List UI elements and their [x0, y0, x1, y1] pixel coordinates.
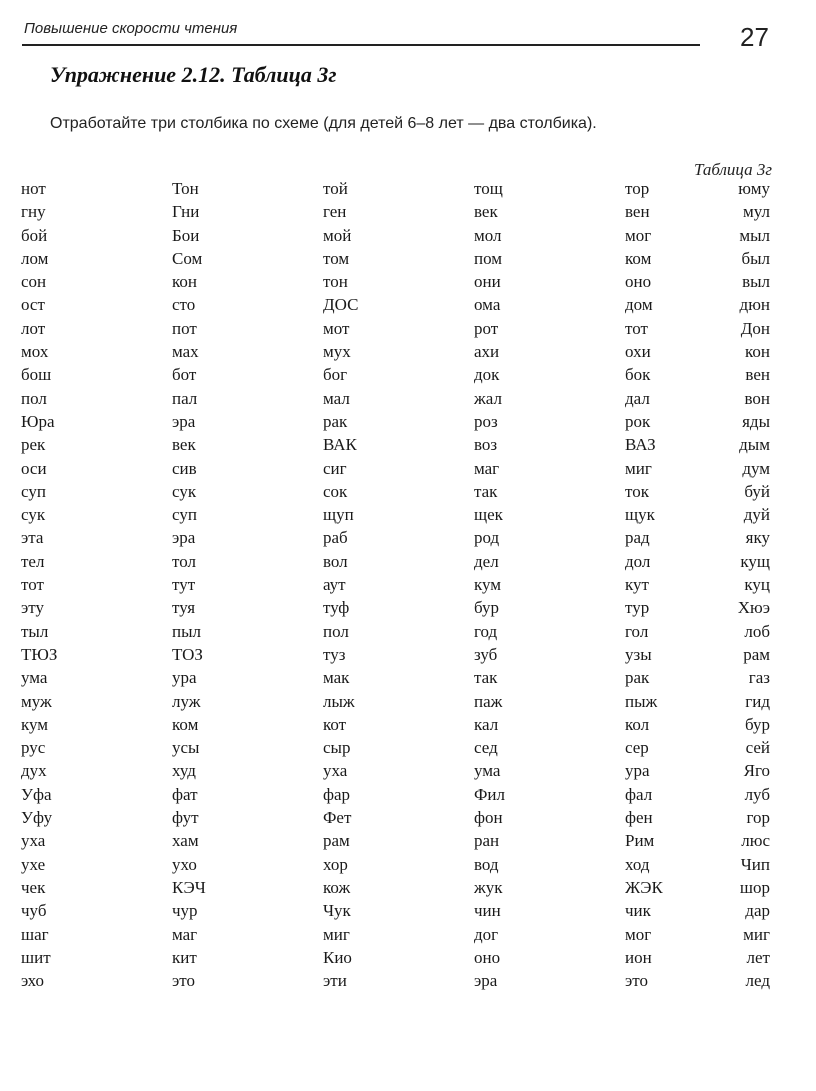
word-cell: кит: [172, 947, 197, 967]
word-cell: рот: [474, 318, 499, 338]
word-cell: док: [474, 365, 500, 385]
word-cell: Юра: [21, 411, 55, 431]
table-row: [0, 318, 816, 341]
word-cell: узы: [625, 644, 652, 664]
word-cell: ВАЗ: [625, 435, 656, 455]
page-number: 27: [740, 22, 769, 52]
word-cell: мал: [323, 388, 350, 408]
table-row: [0, 178, 816, 201]
word-cell: вен: [625, 202, 650, 222]
word-cell: лоб: [744, 621, 770, 641]
word-cell: так: [474, 668, 498, 688]
word-cell: вод: [474, 854, 499, 874]
word-cell: чур: [172, 901, 198, 921]
word-cell: туф: [323, 598, 350, 618]
table-row: [0, 737, 816, 760]
word-cell: тот: [21, 575, 44, 595]
word-cell: Тон: [172, 179, 199, 198]
word-cell: той: [323, 179, 348, 198]
word-cell: дух: [21, 761, 47, 781]
word-cell: воз: [474, 435, 498, 455]
table-row: [0, 970, 816, 993]
table-row: [0, 341, 816, 364]
word-cell: маг: [172, 924, 198, 944]
word-cell: пот: [172, 318, 197, 338]
word-cell: ура: [172, 668, 197, 688]
word-cell: тыл: [21, 621, 49, 641]
word-cell: ахи: [474, 342, 500, 362]
word-cell: ток: [625, 481, 649, 501]
word-cell: вон: [744, 388, 770, 408]
word-cell: маг: [474, 458, 500, 478]
table-row: [0, 434, 816, 457]
word-cell: ост: [21, 295, 45, 315]
word-cell: Уфа: [21, 784, 52, 804]
word-cell: аут: [323, 575, 346, 595]
word-cell: оси: [21, 458, 47, 478]
word-cell: суп: [21, 481, 46, 501]
word-cell: бог: [323, 365, 348, 385]
word-cell: ком: [172, 714, 199, 734]
word-cell: фат: [172, 784, 198, 804]
word-cell: луж: [172, 691, 201, 711]
word-cell: Бои: [172, 225, 200, 245]
word-cell: жук: [474, 877, 503, 897]
word-cell: бур: [744, 714, 770, 734]
table-row: [0, 364, 816, 387]
word-cell: рам: [323, 831, 350, 851]
word-cell: дар: [745, 901, 770, 921]
word-cell: Чип: [740, 854, 770, 874]
word-cell: Фет: [323, 808, 352, 828]
word-cell: сей: [745, 738, 770, 758]
word-cell: луб: [744, 784, 770, 804]
word-cell: дел: [474, 551, 499, 571]
table-row: [0, 225, 816, 248]
word-cell: туз: [323, 644, 346, 664]
word-cell: кон: [172, 272, 197, 292]
word-cell: фар: [323, 784, 351, 804]
word-cell: яды: [742, 411, 770, 431]
table-row: [0, 271, 816, 294]
word-cell: ума: [474, 761, 501, 781]
table-row: [0, 481, 816, 504]
word-cell: эта: [21, 528, 44, 548]
word-cell: нот: [21, 179, 46, 198]
word-cell: чек: [21, 877, 46, 897]
word-cell: гну: [21, 202, 46, 222]
table-row: [0, 877, 816, 900]
word-cell: люс: [741, 831, 770, 851]
running-title: Повышение скорости чтения: [24, 20, 238, 37]
word-cell: чик: [625, 901, 651, 921]
word-cell: Хюэ: [737, 598, 770, 618]
word-cell: кож: [323, 877, 351, 897]
word-cell: Сом: [172, 248, 203, 268]
word-cell: газ: [748, 668, 770, 688]
word-cell: щук: [625, 505, 655, 525]
exercise-title: Упражнение 2.12. Таблица 3г: [50, 62, 337, 87]
word-cell: пол: [21, 388, 47, 408]
word-cell: рус: [21, 738, 46, 758]
word-cell: кал: [474, 714, 499, 734]
word-cell: уха: [21, 831, 46, 851]
word-cell: фон: [474, 808, 503, 828]
word-cell: буй: [744, 481, 770, 501]
word-cell: дал: [625, 388, 650, 408]
word-cell: сиг: [323, 458, 347, 478]
word-cell: мыл: [739, 225, 770, 245]
word-cell: оно: [474, 947, 501, 967]
word-cell: тощ: [474, 179, 503, 198]
word-cell: эти: [323, 971, 347, 991]
word-cell: ТЮЗ: [21, 644, 58, 664]
word-cell: мах: [172, 342, 199, 362]
word-cell: Уфу: [21, 808, 53, 828]
word-cell: рад: [625, 528, 650, 548]
word-cell: гид: [745, 691, 770, 711]
word-cell: пыл: [172, 621, 202, 641]
table-row: [0, 644, 816, 667]
word-cell: том: [323, 248, 350, 268]
word-cell: ход: [625, 854, 650, 874]
word-cell: они: [474, 272, 501, 292]
word-cell: тол: [172, 551, 196, 571]
word-cell: дог: [474, 924, 499, 944]
word-cell: лот: [21, 318, 46, 338]
word-cell: муж: [21, 691, 52, 711]
word-cell: мог: [625, 225, 652, 245]
word-cell: сон: [21, 272, 47, 292]
word-cell: рок: [625, 411, 651, 431]
word-cell: бош: [21, 365, 52, 385]
word-cell: яку: [745, 528, 770, 548]
table-row: [0, 900, 816, 923]
table-row: [0, 760, 816, 783]
word-cell: род: [474, 528, 500, 548]
word-cell: тор: [625, 179, 650, 198]
word-cell: Чук: [323, 901, 351, 921]
word-cell: кум: [21, 714, 49, 734]
word-cell: бур: [474, 598, 500, 618]
word-cell: рек: [21, 435, 46, 455]
word-cell: ТОЗ: [172, 644, 203, 664]
word-cell: шор: [739, 877, 770, 897]
word-cell: гол: [625, 621, 649, 641]
exercise-instruction: Отработайте три столбика по схеме (для детей 6–8 лет — два столбика).: [50, 115, 597, 132]
table-row: [0, 458, 816, 481]
table-row: [0, 784, 816, 807]
word-cell: Яго: [743, 761, 770, 781]
table-row: [0, 388, 816, 411]
word-cell: щек: [474, 505, 503, 525]
table-row: [0, 830, 816, 853]
word-cell: фут: [172, 808, 199, 828]
word-cell: ухе: [21, 854, 46, 874]
word-cell: мул: [743, 202, 770, 222]
word-cell: куц: [744, 575, 770, 595]
word-cell: пол: [323, 621, 349, 641]
word-cell: эра: [172, 411, 196, 431]
table-row: [0, 807, 816, 830]
word-cell: ком: [625, 248, 652, 268]
word-cell: дол: [625, 551, 651, 571]
word-cell: ген: [323, 202, 347, 222]
word-cell: вол: [323, 551, 348, 571]
word-cell: ума: [21, 668, 48, 688]
word-cell: оно: [625, 272, 652, 292]
word-cell: раб: [323, 528, 348, 548]
table-row: [0, 947, 816, 970]
word-cell: ура: [625, 761, 650, 781]
word-cell: ЖЭК: [625, 877, 663, 897]
word-cell: лед: [745, 971, 770, 991]
word-table: [0, 178, 816, 993]
word-cell: кон: [745, 342, 770, 362]
word-cell: рак: [625, 668, 650, 688]
word-cell: ион: [625, 947, 652, 967]
word-cell: кущ: [740, 551, 770, 571]
table-row: [0, 504, 816, 527]
word-cell: эра: [172, 528, 196, 548]
table-row: [0, 527, 816, 550]
word-cell: сив: [172, 458, 197, 478]
table-row: [0, 294, 816, 317]
word-cell: уха: [323, 761, 348, 781]
word-cell: роз: [474, 411, 498, 431]
word-cell: Рим: [625, 831, 655, 851]
word-cell: фен: [625, 808, 653, 828]
word-cell: ухо: [172, 854, 197, 874]
table-row: [0, 924, 816, 947]
table-row: [0, 597, 816, 620]
word-cell: фал: [625, 784, 653, 804]
word-cell: кол: [625, 714, 650, 734]
word-cell: усы: [172, 738, 200, 758]
table-caption: Таблица 3г: [694, 160, 772, 179]
word-cell: лом: [21, 248, 49, 268]
word-cell: юму: [738, 179, 770, 198]
word-cell: тон: [323, 272, 348, 292]
word-cell: ВАК: [323, 435, 357, 455]
word-cell: год: [474, 621, 498, 641]
word-cell: миг: [323, 924, 350, 944]
word-cell: шит: [21, 947, 51, 967]
word-cell: гор: [746, 808, 770, 828]
word-cell: шаг: [21, 924, 49, 944]
word-cell: Фил: [474, 784, 506, 804]
word-cell: дум: [742, 458, 770, 478]
word-cell: дуй: [743, 505, 770, 525]
word-cell: кот: [323, 714, 347, 734]
table-row: [0, 714, 816, 737]
word-cell: Кио: [323, 947, 352, 967]
word-cell: век: [474, 202, 498, 222]
header-rule: [22, 44, 700, 46]
word-cell: дом: [625, 295, 653, 315]
word-cell: бой: [21, 225, 48, 245]
word-cell: суп: [172, 505, 197, 525]
word-cell: эту: [21, 598, 45, 618]
table-row: [0, 411, 816, 434]
word-cell: пал: [172, 388, 198, 408]
table-row: [0, 551, 816, 574]
word-cell: сук: [172, 481, 197, 501]
word-cell: это: [625, 971, 649, 991]
word-cell: тот: [625, 318, 648, 338]
word-cell: щуп: [323, 505, 354, 525]
word-cell: охи: [625, 342, 651, 362]
table-row: [0, 691, 816, 714]
word-cell: сто: [172, 295, 196, 315]
word-cell: сыр: [323, 738, 351, 758]
word-cell: мой: [323, 225, 352, 245]
table-row: [0, 667, 816, 690]
word-cell: Дон: [740, 318, 770, 338]
word-cell: бот: [172, 365, 197, 385]
word-cell: дюн: [739, 295, 770, 315]
word-cell: так: [474, 481, 498, 501]
table-row: [0, 248, 816, 271]
word-cell: Гни: [172, 202, 200, 222]
word-cell: сер: [625, 738, 649, 758]
word-cell: вен: [745, 365, 770, 385]
word-cell: хор: [323, 854, 348, 874]
word-cell: паж: [474, 691, 503, 711]
word-cell: рак: [323, 411, 348, 431]
word-cell: сук: [21, 505, 46, 525]
word-cell: мог: [625, 924, 652, 944]
word-cell: ома: [474, 295, 501, 315]
table-row: [0, 621, 816, 644]
word-cell: чуб: [21, 901, 47, 921]
word-cell: сок: [323, 481, 348, 501]
word-cell: жал: [474, 388, 502, 408]
word-cell: ран: [474, 831, 500, 851]
word-cell: туя: [172, 598, 196, 618]
table-row: [0, 201, 816, 224]
word-cell: чин: [474, 901, 501, 921]
table-row: [0, 574, 816, 597]
word-cell: это: [172, 971, 196, 991]
word-cell: миг: [743, 924, 770, 944]
word-cell: был: [741, 248, 770, 268]
word-cell: КЭЧ: [172, 877, 206, 897]
word-cell: кум: [474, 575, 502, 595]
word-cell: мак: [323, 668, 350, 688]
word-cell: эра: [474, 971, 498, 991]
word-cell: рам: [743, 644, 770, 664]
word-cell: эхо: [21, 971, 44, 991]
word-cell: сед: [474, 738, 498, 758]
word-cell: мол: [474, 225, 502, 245]
word-cell: пыж: [625, 691, 658, 711]
word-cell: худ: [172, 761, 196, 781]
word-cell: мот: [323, 318, 350, 338]
word-cell: зуб: [474, 644, 498, 664]
word-cell: тел: [21, 551, 45, 571]
word-cell: пом: [474, 248, 503, 268]
word-cell: хам: [172, 831, 199, 851]
word-cell: кут: [625, 575, 649, 595]
word-cell: лыж: [323, 691, 355, 711]
word-cell: лет: [746, 947, 770, 967]
table-row: [0, 854, 816, 877]
word-cell: дым: [739, 435, 770, 455]
word-cell: миг: [625, 458, 652, 478]
word-cell: выл: [742, 272, 770, 292]
word-cell: тут: [172, 575, 196, 595]
word-cell: тур: [625, 598, 650, 618]
word-cell: бок: [625, 365, 651, 385]
word-cell: век: [172, 435, 196, 455]
word-cell: мух: [323, 342, 351, 362]
word-cell: мох: [21, 342, 49, 362]
word-cell: ДОС: [323, 295, 359, 315]
